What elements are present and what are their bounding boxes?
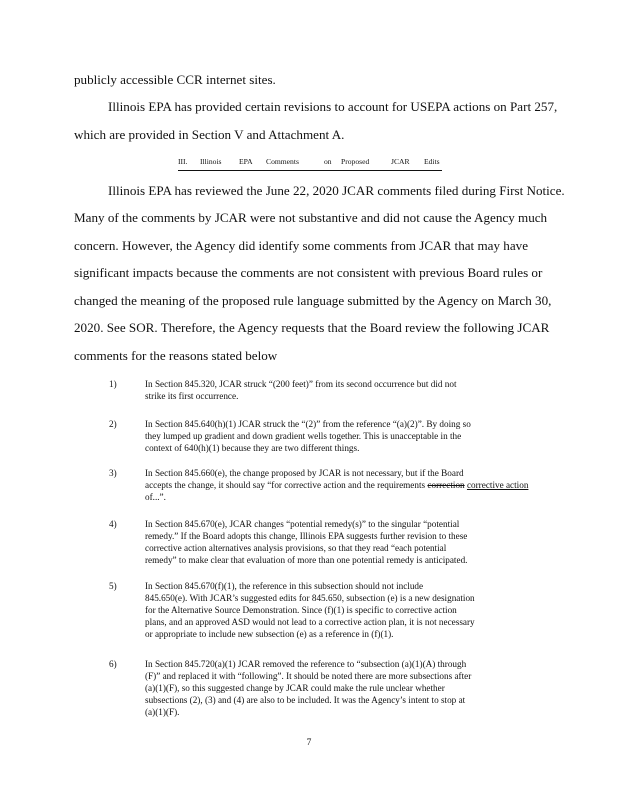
paragraph-line: 2020. See SOR. Therefore, the Agency requests that the Board review the following JCAR (74, 320, 550, 335)
paragraph-line: concern. However, the Agency did identify some comments from JCAR that may have (74, 238, 529, 253)
body-line: which are provided in Section V and Attachment A. (74, 127, 345, 142)
body-line: Illinois EPA has provided certain revisions to account for USEPA actions on Part 257, (108, 99, 558, 114)
page-number: 7 (306, 738, 312, 748)
heading-word: Comments (266, 157, 299, 166)
item-line: remedy.” If the Board adopts this change, Illinois EPA suggests further revision to these (145, 531, 468, 541)
heading-word: Edits (424, 157, 440, 166)
heading-word: on (324, 157, 332, 166)
item-number: 1) (109, 379, 117, 389)
heading-word: JCAR (391, 157, 410, 166)
item-line: In Section 845.320, JCAR struck “(200 feet)” from its second occurrence but did not (145, 379, 457, 389)
paragraph-line: comments for the reasons stated below (74, 348, 278, 363)
paragraph-line: changed the meaning of the proposed rule language submitted by the Agency on March 30, (74, 293, 552, 308)
paragraph-line: significant impacts because the comments are not consistent with previous Board rules or (74, 265, 543, 280)
heading-word: Proposed (341, 157, 370, 166)
underlined-text: corrective action (466, 480, 529, 490)
item-line: (a)(1)(F). (145, 707, 180, 717)
item-line: In Section 845.640(h)(1) JCAR struck the “(2)” from the reference “(a)(2)”. By doing so (145, 419, 471, 429)
item-line: (a)(1)(F), so this suggested change by JCAR could make the rule unclear whether (145, 683, 445, 693)
item-line (145, 479, 549, 491)
item-number: 2) (109, 419, 117, 429)
item-line-text: accepts the change, it should say “for corrective action and the requirements (145, 480, 426, 490)
item-line: or appropriate to include new subsection (e) as a reference in (f)(1). (145, 629, 394, 639)
heading-word: Illinois (200, 157, 222, 166)
item-line: remedy” to make clear that evaluation of more than one potential remedy is anticipated. (145, 555, 468, 565)
paragraph-line: Many of the comments by JCAR were not substantive and did not cause the Agency much (74, 210, 548, 225)
heading-word: EPA (239, 157, 253, 166)
item-line: (F)” and replaced it with “following”. It should be noted there are more subsections after (145, 671, 472, 681)
body-line: publicly accessible CCR internet sites. (74, 72, 276, 87)
item-line: In Section 845.670(f)(1), the reference in this subsection should not include (145, 581, 424, 591)
item-line: corrective action alternatives analysis provisions, so that they read “each potential (145, 543, 447, 553)
item-line: context of 640(h)(1) because they are two different things. (145, 443, 360, 453)
item-line: subsections (2), (3) and (4) are also to be included. It was the Agency’s intent to stop at (145, 695, 466, 705)
struck-text: correction (427, 480, 465, 490)
item-line: In Section 845.720(a)(1) JCAR removed the reference to “subsection (a)(1)(A) through (145, 659, 467, 669)
item-line: they lumped up gradient and down gradient wells together. This is unacceptable in the (145, 431, 462, 441)
item-number: 6) (109, 659, 117, 669)
heading-number: III. (178, 157, 188, 166)
item-line: plans, and an approved ASD would not lead to a corrective action plan, it is not necessary (145, 617, 475, 627)
item-line: strike its first occurrence. (145, 391, 239, 401)
paragraph-line: Illinois EPA has reviewed the June 22, 2020 JCAR comments filed during First Notice. (108, 183, 565, 198)
item-number: 5) (109, 581, 117, 591)
item-number: 3) (109, 468, 117, 478)
item-line: In Section 845.670(e), JCAR changes “potential remedy(s)” to the singular “potential (145, 519, 460, 529)
item-line: for the Alternative Source Demonstration. Since (f)(1) is specific to corrective action (145, 605, 457, 615)
item-line: of...”. (145, 492, 166, 502)
item-line: In Section 845.660(e), the change proposed by JCAR is not necessary, but if the Board (145, 468, 464, 478)
section-heading (178, 156, 442, 171)
item-number: 4) (109, 519, 117, 529)
item-line: 845.650(e). With JCAR’s suggested edits for 845.650, subsection (e) is a new designation (145, 593, 475, 603)
